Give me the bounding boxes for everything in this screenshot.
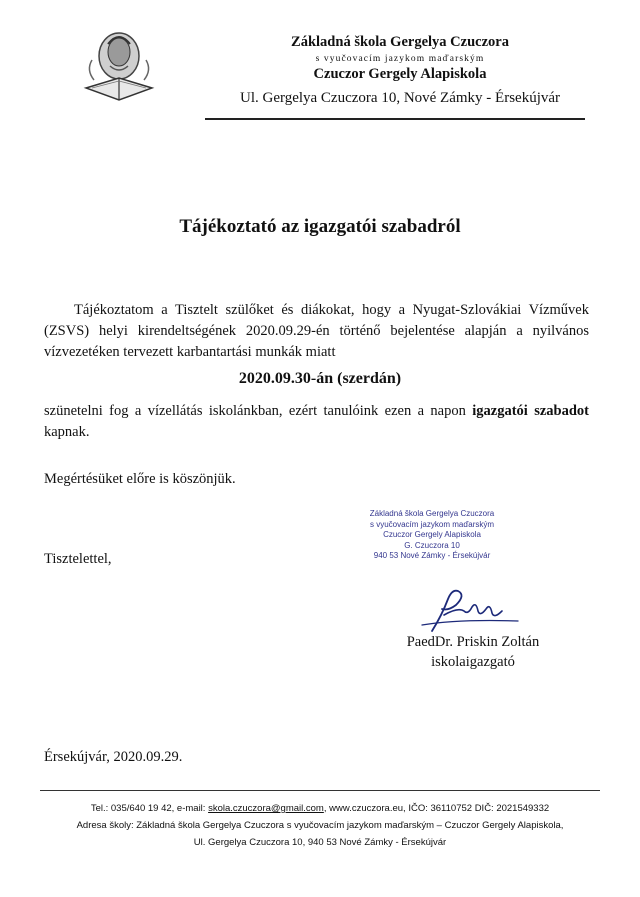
handwritten-signature	[418, 585, 528, 635]
header-divider	[205, 118, 585, 120]
intro-paragraph: Tájékoztatom a Tisztelt szülőket és diákokat, hogy a Nyugat-Szlovákiai Vízművek (ZSVS) helyi kirendeltségének 2020.09.29-én történő bejelentése alapján a nyilvános vízvezetéken tervezett karbantartási munkák miatt	[44, 302, 589, 360]
stamp-line: G. Czuczora 10	[404, 540, 460, 550]
closing-salutation: Tisztelettel,	[44, 551, 112, 567]
school-logo-icon	[74, 22, 164, 112]
school-address: Ul. Gergelya Czuczora 10, Nové Zámky - Érsekújvár	[239, 90, 561, 106]
footer-tel: Tel.: 035/640 19 42, e-mail:	[90, 803, 209, 814]
school-name-hu: Czuczor Gergely Alapiskola	[313, 66, 487, 82]
highlighted-date: 2020.09.30-án (szerdán)	[238, 370, 402, 387]
stamp-line: 940 53 Nové Zámky - Érsekújvár	[373, 551, 491, 560]
footer-email-link[interactable]: skola.czuczora@gmail.com	[208, 803, 324, 814]
footer-street-address: Ul. Gergelya Czuczora 10, 940 53 Nové Zámky - Érsekújvár	[193, 837, 447, 848]
footer-divider	[40, 790, 600, 791]
document-title: Tájékoztató az igazgatói szabadról	[179, 216, 461, 237]
notice-text-end: kapnak.	[44, 424, 90, 440]
notice-bold-text: igazgatói szabadot	[472, 403, 589, 419]
notice-text: szünetelni fog a vízellátás iskolánkban, ezért tanulóink ezen a napon	[44, 403, 473, 419]
place-and-date: Érsekújvár, 2020.09.29.	[44, 749, 183, 765]
school-stamp	[352, 509, 512, 562]
stamp-line: Základná škola Gergelya Czuczora	[369, 509, 495, 518]
thanks-line: Megértésüket előre is köszönjük.	[44, 471, 236, 487]
school-subtitle: s vyučovacím jazykom maďarským	[315, 54, 485, 64]
footer-web-ids: , www.czuczora.eu, IČO: 36110752 DIČ: 2021549332	[323, 803, 550, 814]
signer-name: PaedDr. Priskin Zoltán	[406, 634, 540, 650]
signer-role: iskolaigazgató	[431, 654, 515, 670]
footer-contact	[0, 803, 640, 814]
school-name-sk: Základná škola Gergelya Czuczora	[291, 34, 509, 50]
stamp-line: Czuczor Gergely Alapiskola	[383, 530, 481, 539]
stamp-line: s vyučovacím jazykom maďarským	[369, 519, 495, 529]
footer-school-address: Adresa školy: Základná škola Gergelya Czuczora s vyučovacím jazykom maďarským – Czuczor Gergely Alapiskola,	[76, 820, 564, 831]
notice-paragraph	[44, 401, 589, 443]
